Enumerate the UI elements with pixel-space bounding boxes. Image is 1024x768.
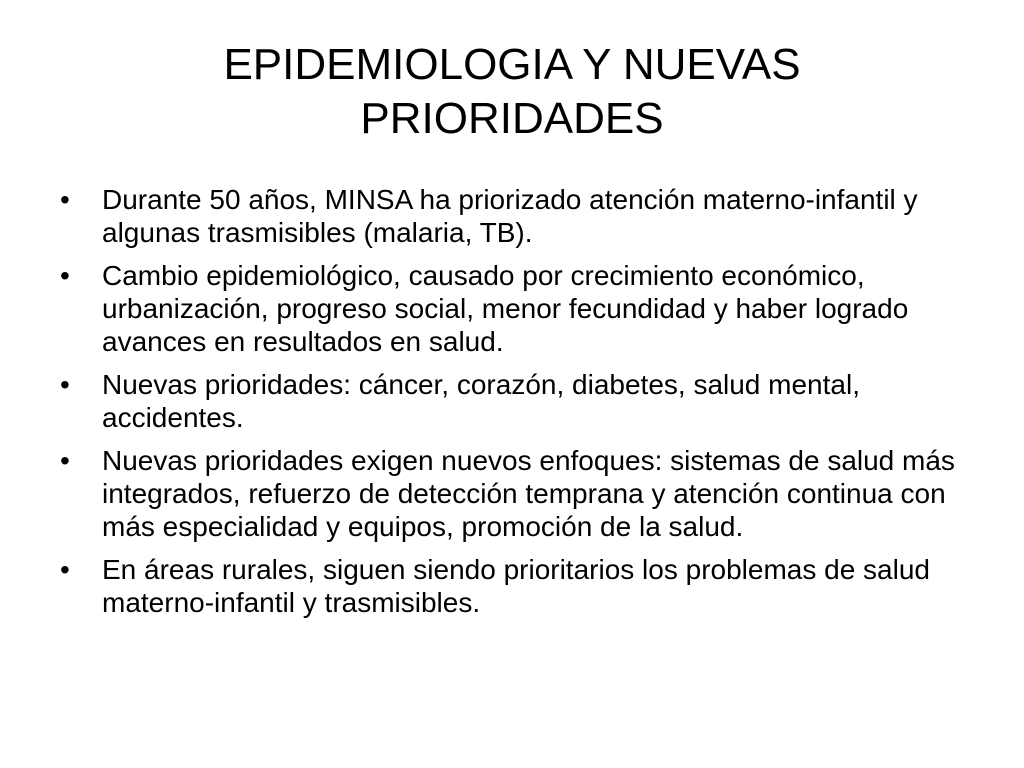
- slide-title-line-2: PRIORIDADES: [360, 94, 664, 143]
- bullet-dot-icon: •: [60, 554, 70, 585]
- bullet-item: [60, 553, 960, 619]
- bullet-item: [60, 259, 960, 358]
- bullet-text: Cambio epidemiológico, causado por crecimiento económico, urbanización, progreso social, menor fecundidad y haber logrado avances en resultados en salud.: [102, 260, 909, 357]
- bullet-text: Nuevas prioridades exigen nuevos enfoques: sistemas de salud más integrados, refuerzo de detección temprana y atención continua con más especialidad y equipos, promoción de la salud.: [102, 445, 955, 542]
- bullet-dot-icon: •: [60, 369, 70, 400]
- bullet-dot-icon: •: [60, 445, 70, 476]
- bullet-dot-icon: •: [60, 184, 70, 215]
- bullet-text: Nuevas prioridades: cáncer, corazón, diabetes, salud mental, accidentes.: [102, 369, 860, 433]
- bullet-item: [60, 444, 960, 543]
- bullet-text: En áreas rurales, siguen siendo prioritarios los problemas de salud materno-infantil y trasmisibles.: [102, 554, 930, 618]
- bullet-item: [60, 368, 960, 434]
- bullet-dot-icon: •: [60, 260, 70, 291]
- bullet-list: [60, 183, 960, 629]
- slide-title-line-1: EPIDEMIOLOGIA Y NUEVAS: [223, 40, 801, 89]
- bullet-text: Durante 50 años, MINSA ha priorizado atención materno-infantil y algunas trasmisibles (malaria, TB).: [102, 184, 918, 248]
- slide-title: [60, 38, 964, 146]
- bullet-item: [60, 183, 960, 249]
